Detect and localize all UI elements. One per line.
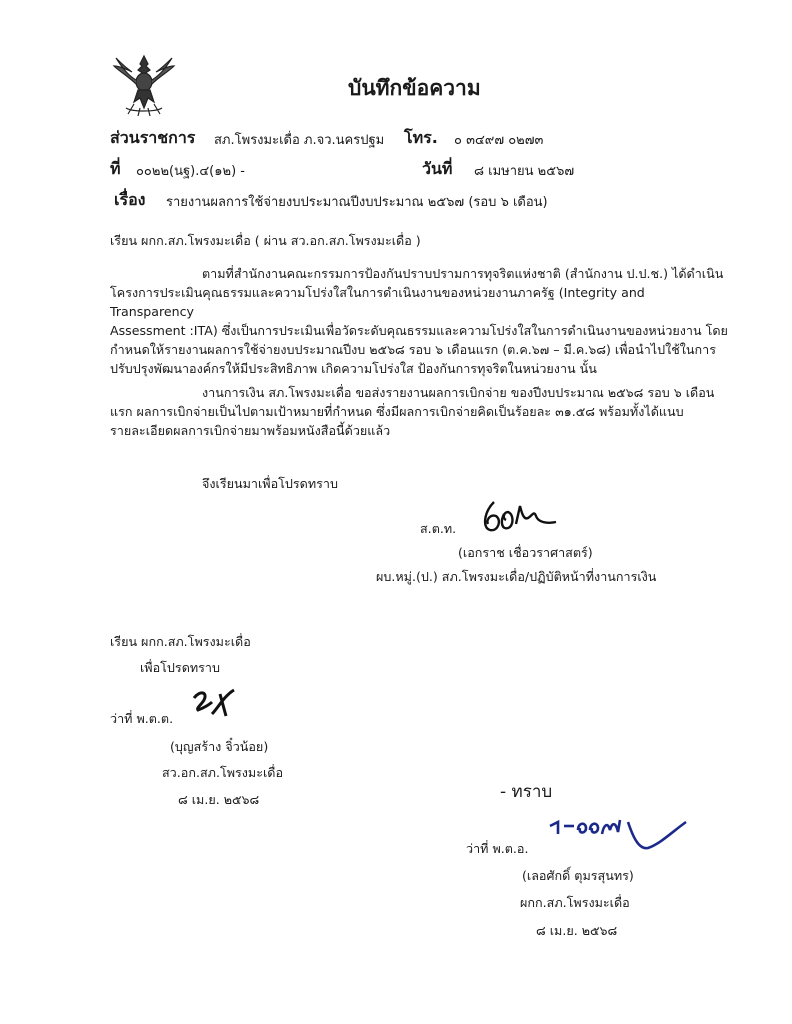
signature-3 <box>548 812 690 854</box>
body-line: โครงการประเมินคุณธรรมและความโปร่งใสในการดำเนินงานของหน่วยงานภาครัฐ (Integrity and Transparency <box>110 285 645 319</box>
endorsement1-to: เรียน ผกก.สภ.โพรงมะเดื่อ <box>110 634 251 649</box>
ref-label: ที่ <box>110 159 121 178</box>
endorsement2-order: - ทราบ <box>500 782 553 802</box>
salutation: เรียน ผกก.สภ.โพรงมะเดื่อ ( ผ่าน สว.อก.สภ.โพรงมะเดื่อ ) <box>110 233 421 248</box>
signer1-position: ผบ.หมู่.(ป.) สภ.โพรงมะเดื่อ/ปฏิบัติหน้าที่งานการเงิน <box>376 569 657 584</box>
endorsement1-position: สว.อก.สภ.โพรงมะเดื่อ <box>162 765 284 780</box>
phone-value: ๐ ๓๔๙๗ ๐๒๗๓ <box>454 133 544 148</box>
endorsement2-position: ผกก.สภ.โพรงมะเดื่อ <box>520 895 630 910</box>
endorsement1-purpose: เพื่อโปรดทราบ <box>140 660 221 675</box>
date-value: ๘ เมษายน ๒๕๖๗ <box>474 164 575 179</box>
signer1-name: (เอกราช เชื่อวราศาสตร์) <box>458 545 593 560</box>
signer1-rank: ส.ต.ท. <box>420 521 457 536</box>
agency-value: สภ.โพรงมะเดื่อ ภ.จว.นครปฐม <box>214 133 385 148</box>
subject-label: เรื่อง <box>114 190 146 209</box>
ref-value: ๐๐๒๒(นฐ).๔(๑๒) - <box>136 164 245 179</box>
body-line: งานการเงิน สภ.โพรงมะเดื่อ ขอส่งรายงานผลการเบิกจ่าย ของปีงบประมาณ ๒๕๖๘ รอบ ๖ เดือน <box>202 385 715 400</box>
endorsement1-name: (บุญสร้าง จิ๋วน้อย) <box>170 739 269 754</box>
signature-1 <box>476 494 560 538</box>
body-paragraph-2 <box>110 383 730 440</box>
date-label: วันที่ <box>422 159 453 178</box>
body-line: ตามที่สำนักงานคณะกรรมการป้องกันปราบปรามการทุจริตแห่งชาติ (สำนักงาน ป.ป.ช.) ได้ดำเนิน <box>202 266 724 281</box>
body-line: รายละเอียดผลการเบิกจ่ายมาพร้อมหนังสือนี้ด้วยแล้ว <box>110 423 391 438</box>
body-line: ปรับปรุงพัฒนาองค์กรให้มีประสิทธิภาพ เกิดความโปร่งใส ป้องกันการทุจริตในหน่วยงาน นั้น <box>110 361 597 376</box>
memo-title: บันทึกข้อความ <box>348 76 481 100</box>
body-paragraph-1 <box>110 264 730 378</box>
subject-value: รายงานผลการใช้จ่ายงบประมาณปีงบประมาณ ๒๕๖๗ (รอบ ๖ เดือน) <box>166 195 548 210</box>
signature-2 <box>190 686 238 726</box>
agency-label: ส่วนราชการ <box>110 128 196 147</box>
body-line: แรก ผลการเบิกจ่ายเป็นไปตามเป้าหมายที่กำหนด ซึ่งมีผลการเบิกจ่ายคิดเป็นร้อยละ ๓๑.๕๘ พร้อมทั้งได้แนบ <box>110 404 684 419</box>
endorsement2-date: ๘ เม.ย. ๒๕๖๘ <box>536 923 618 938</box>
body-line: กำหนดให้รายงานผลการใช้จ่ายงบประมาณปีงบ ๒๕๖๘ รอบ ๖ เดือนแรก (ต.ค.๖๗ – มี.ค.๖๘) เพื่อนำไปใช้ในการ <box>110 342 717 357</box>
closing-line: จึงเรียนมาเพื่อโปรดทราบ <box>202 476 338 491</box>
garuda-emblem-icon <box>112 52 176 118</box>
body-line: Assessment :ITA) ซึ่งเป็นการประเมินเพื่อวัดระดับคุณธรรมและความโปร่งใสในการดำเนินงานของหน่วยงาน โดย <box>110 323 728 338</box>
endorsement1-rank: ว่าที่ พ.ต.ต. <box>110 711 174 726</box>
phone-label: โทร. <box>404 128 438 147</box>
endorsement2-name: (เลอศักดิ์ ตุมรสุนทร) <box>522 868 634 883</box>
endorsement2-rank: ว่าที่ พ.ต.อ. <box>466 841 529 856</box>
endorsement1-date: ๘ เม.ย. ๒๕๖๘ <box>178 792 260 807</box>
